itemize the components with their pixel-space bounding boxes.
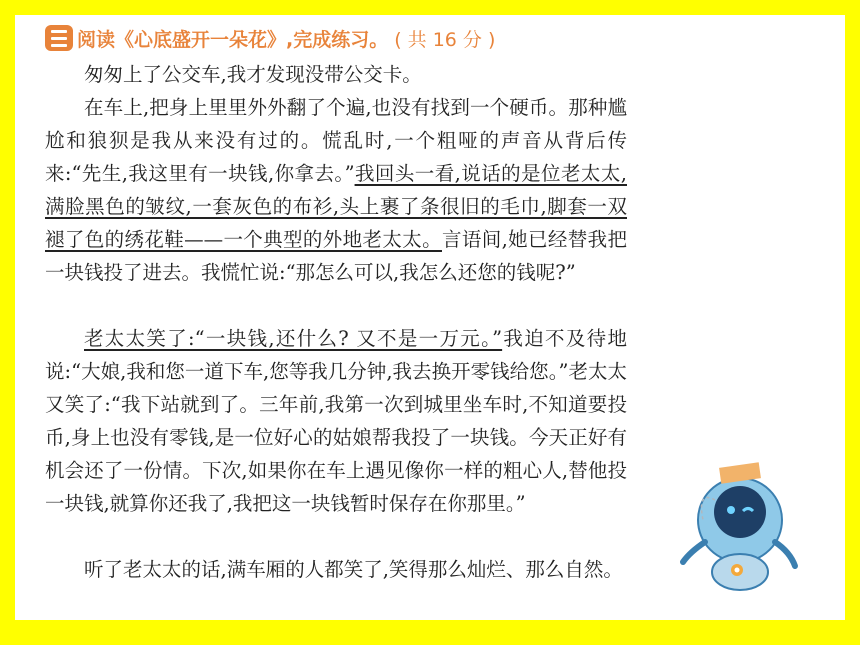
heading-score: ( 共 16 分 ) bbox=[394, 28, 496, 51]
list-icon bbox=[45, 25, 73, 51]
paragraph-2 bbox=[45, 91, 627, 289]
paragraph-1-text: 匆匆上了公交车,我才发现没带公交卡。 bbox=[84, 63, 422, 86]
paragraph-3-underlined: 老太太笑了:“一块钱,还什么? 又不是一万元。” bbox=[84, 327, 503, 350]
exercise-heading bbox=[45, 20, 495, 56]
paragraph-4 bbox=[45, 553, 627, 586]
paragraph-3-text: 我迫不及待地说:“大娘,我和您一道下车,您等我几分钟,我去换开零钱给您。”老太太又笑了:“我下站就到了。三年前,我第一次到城里坐车时,不知道要投币,身上也没有零钱,是一位好心的姑娘帮我投了一块钱。今天正好有机会还了一份情。下次,如果你在车上遇见像你一样的粗心人,替他投一块钱,就算你还我了,我把这一块钱暂时保存在你那里。” bbox=[45, 327, 627, 515]
paragraph-2-text-b: 言语间,她已经替我把一块钱投了进去。我慌忙说:“那怎么可以,我怎么还您的钱呢?” bbox=[45, 228, 627, 284]
paragraph-1 bbox=[45, 58, 627, 91]
heading-title: 阅读《心底盛开一朵花》,完成练习。 bbox=[77, 28, 389, 51]
paragraph-3 bbox=[45, 322, 627, 520]
paragraph-4-text: 听了老太太的话,满车厢的人都笑了,笑得那么灿烂、那么自然。 bbox=[84, 558, 623, 581]
paragraph-2-text-a: 在车上,把身上里里外外翻了个遍,也没有找到一个硬币。那种尴尬和狼狈是我从来没有过的。慌乱时,一个粗哑的声音从背后传来:“先生,我这里有一块钱,你拿去。” bbox=[45, 96, 627, 185]
paragraph-2-underlined: 我回头一看,说话的是位老太太,满脸黑色的皱纹,一套灰色的布衫,头上裹了条很旧的毛巾,脚套一双褪了色的绣花鞋——一个典型的外地老太太。 bbox=[45, 162, 627, 251]
robot-mascot-illustration bbox=[675, 450, 805, 595]
